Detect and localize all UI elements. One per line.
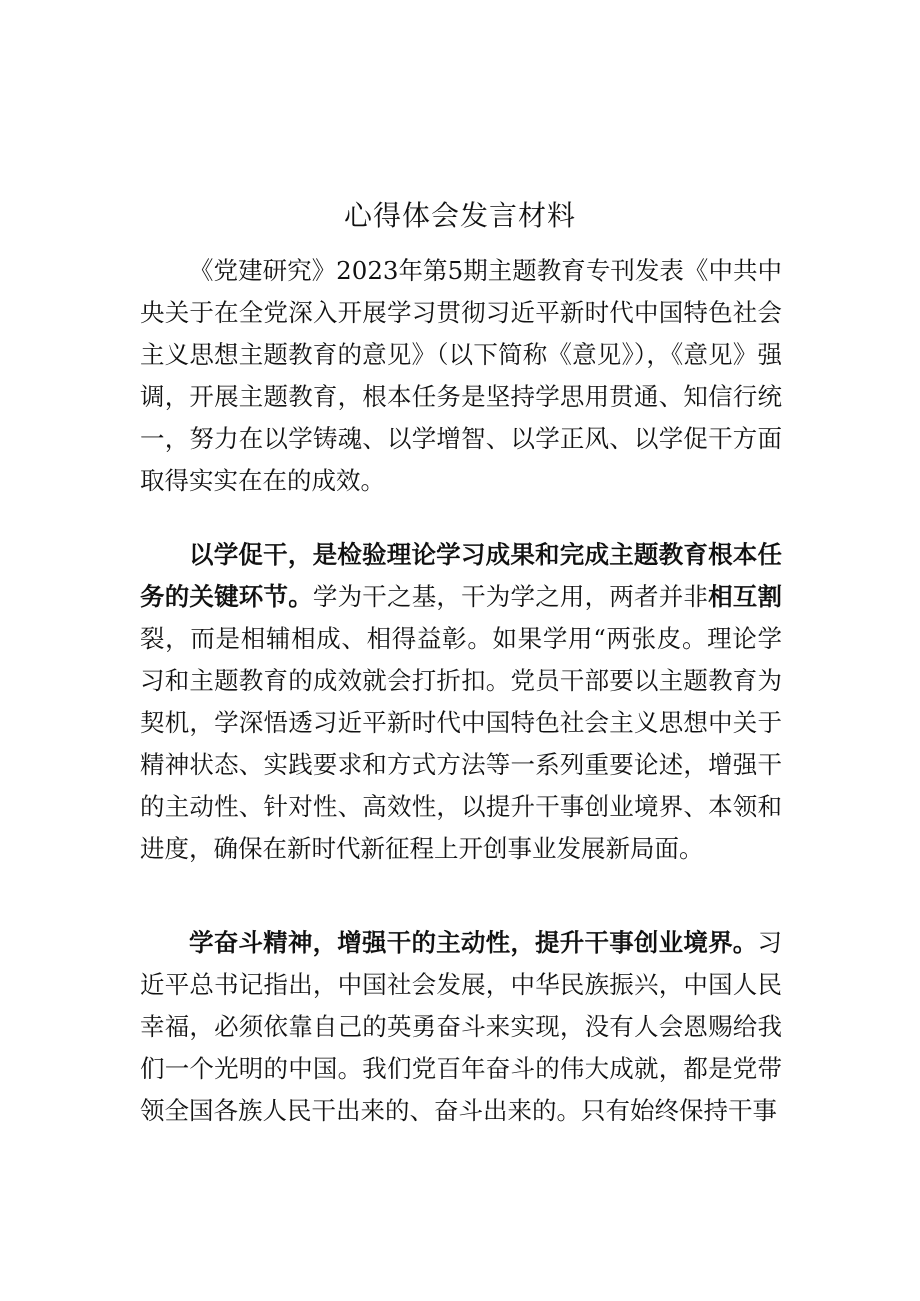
paragraph-struggle-spirit xyxy=(140,922,782,1132)
paragraph-text-part-b: 裂，而是相辅相成、相得益彰。如果学用“两张皮。理论学习和主题教育的成效就会打折扣。党员干部要以主题教育为契机，学深悟透习近平新时代中国特色社会主义思想中关于精神状态、实践要求和方式方法等一系列重要论述，增强干的主动性、针对性、高效性，以提升干事创业境界、本领和进度，确保在新时代新征程上开创事业发展新局面。 xyxy=(140,624,782,863)
paragraph-struggle-text: 习近平总书记指出，中国社会发展，中华民族振兴，中国人民幸福，必须依靠自己的英勇奋斗来实现，没有人会恩赐给我们一个光明的中国。我们党百年奋斗的伟大成就，都是党带领全国各族人民干出来的、奋斗出来的。只有始终保持干事 xyxy=(140,928,782,1125)
paragraph-intro xyxy=(140,250,782,502)
paragraph-intro-text: 《党建研究》2023年第5期主题教育专刊发表《中共中央关于在全党深入开展学习贯彻习近平新时代中国特色社会主义思想主题教育的意见》（以下简称《意见》），《意见》强调，开展主题教育，根本任务是坚持学思用贯通、知信行统一，努力在以学铸魂、以学增智、以学正风、以学促干方面取得实实在在的成效。 xyxy=(140,256,782,495)
paragraph-text-part-a: 学为干之基，干为学之用，两者并非 xyxy=(312,582,709,611)
paragraph-heading-learn-promote-work: 以学促干，是检验理论学习成果和完成主题教育根本任务的关键环节。 xyxy=(140,540,782,611)
paragraph-bold-phrase: 相互割 xyxy=(708,582,783,611)
document-title: 心得体会发言材料 xyxy=(343,199,576,232)
paragraph-learn-promote-work xyxy=(140,534,782,870)
paragraph-heading-struggle-spirit: 学奋斗精神，增强干的主动性，提升干事创业境界。 xyxy=(189,928,758,957)
